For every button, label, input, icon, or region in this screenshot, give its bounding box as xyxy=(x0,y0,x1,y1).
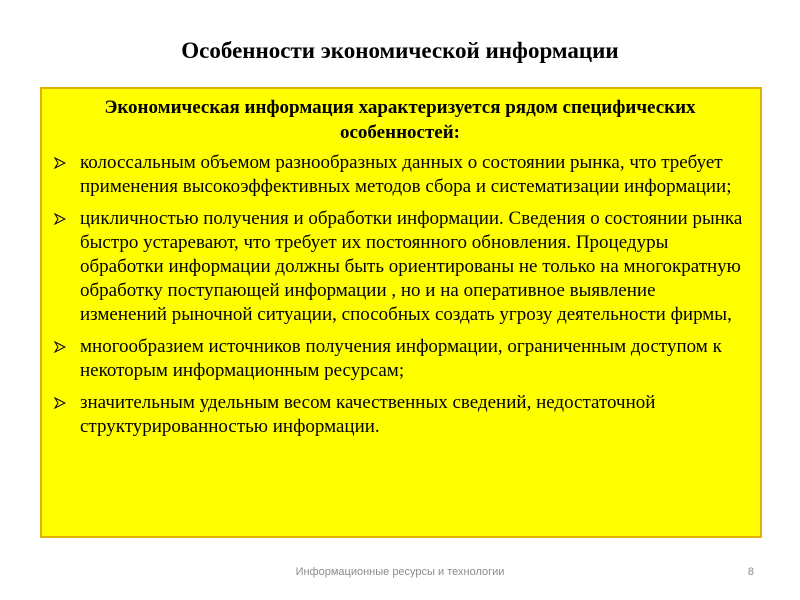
bullet-text: значительным удельным весом качественных сведений, недостаточной структурированностью информации. xyxy=(80,392,656,437)
list-item xyxy=(54,207,746,327)
slide-title: Особенности экономической информации xyxy=(181,38,619,63)
arrow-bullet-icon xyxy=(54,397,66,409)
bullet-text: колоссальным объемом разнообразных данных о состоянии рынка, что требует применения высокоэффективных методов сбора и систематизации информации; xyxy=(80,152,732,197)
list-item xyxy=(54,151,746,199)
bullet-list xyxy=(54,151,746,439)
arrow-bullet-icon xyxy=(54,157,66,169)
arrow-bullet-icon xyxy=(54,341,66,353)
arrow-bullet-icon xyxy=(54,213,66,225)
list-item xyxy=(54,391,746,439)
footer-text: Информационные ресурсы и технологии xyxy=(295,566,505,578)
content-box xyxy=(40,87,762,538)
bullet-text: многообразием источников получения информации, ограниченным доступом к некоторым информационным ресурсам; xyxy=(80,336,722,381)
list-item xyxy=(54,335,746,383)
intro-text: Экономическая информация характеризуется рядом специфических особенностей: xyxy=(104,97,696,143)
bullet-text: цикличностью получения и обработки информации. Сведения о состоянии рынка быстро устаревают, что требует их постоянного обновления. Процедуры обработки информации должны быть ориентированы не только на многократную обработку поступающей информации , но и на оперативное выявление изменений рыночной ситуации, способных создать угрозу деятельности фирмы, xyxy=(80,208,743,325)
page-number: 8 xyxy=(747,566,754,578)
